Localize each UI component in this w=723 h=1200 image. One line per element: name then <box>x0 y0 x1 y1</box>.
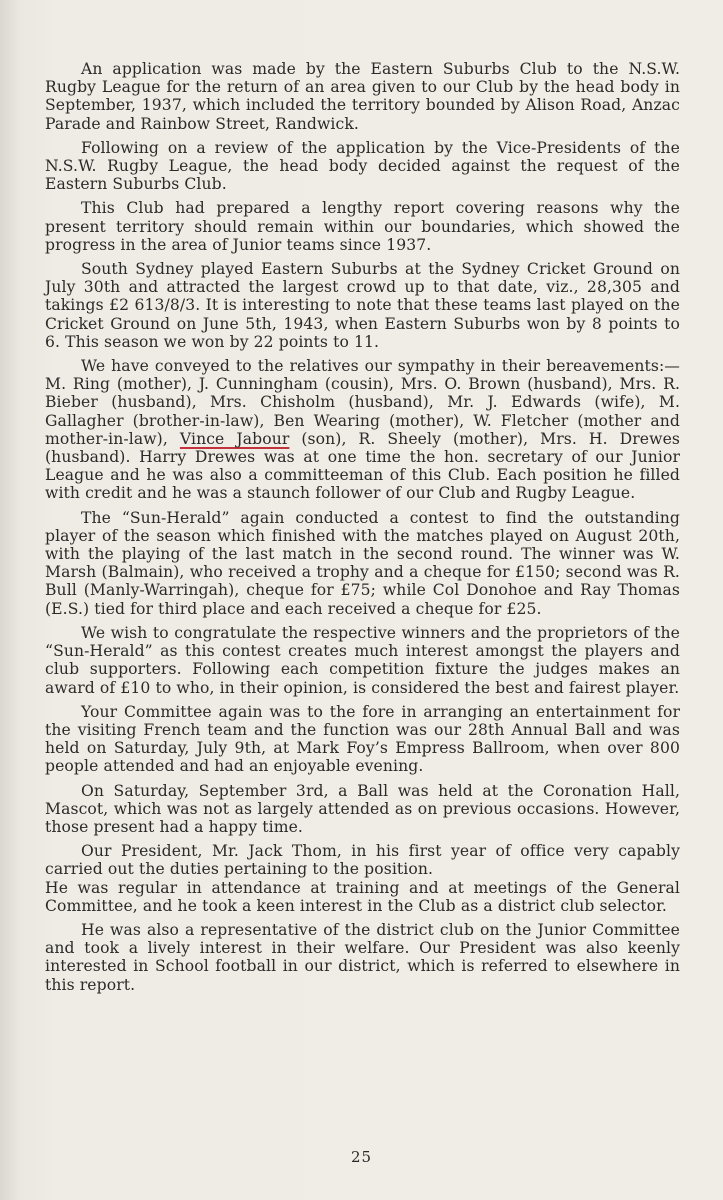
page-number: 25 <box>350 1148 373 1166</box>
paragraph-president: Our President, Mr. Jack Thom, in his first year of office very capably carried out the duties pertaining to the position. <box>45 842 680 879</box>
paragraph-bereavements <box>45 357 680 503</box>
paragraph-application: An application was made by the Eastern Suburbs Club to the N.S.W. Rugby League for the return of an area given to our Club by the head body in September, 1937, which included the territory bounded by Alison Road, Anzac Parade and Rainbow Street, Randwick. <box>45 60 680 133</box>
paragraph-ball: On Saturday, September 3rd, a Ball was held at the Coronation Hall, Mascot, which was not as largely attended as on previous occasions. However, those present had a happy time. <box>45 781 680 836</box>
paragraph-report: This Club had prepared a lengthy report covering reasons why the present territory should remain within our boundaries, which showed the progress in the area of Junior teams since 1937. <box>45 199 680 254</box>
paragraph-match: South Sydney played Eastern Suburbs at the Sydney Cricket Ground on July 30th and attracted the largest crowd up to that date, viz., 28,305 and takings £2 613/8/3. It is interesting to note that these teams last played on the Cricket Ground on June 5th, 1943, when Eastern Suburbs won by 8 points to 6. This season we won by 22 points to 11. <box>45 260 680 351</box>
paragraph-sun-herald-contest: The “Sun-Herald” again conducted a contest to find the outstanding player of the season which finished with the matches played on August 20th, with the playing of the last match in the second round. The winner was W. Marsh (Balmain), who received a trophy and a cheque for £150; second was R. Bull (Manly-Warringah), cheque for £75; while Col Donohoe and Ray Thomas (E.S.) tied for third place and each received a cheque for £25. <box>45 508 680 618</box>
bereavement-text-after: (son), R. Sheely (mother), Mrs. H. Drewes (husband). Harry Drewes was at one time the hon. secretary of our Junior League and he was also a committeeman of this Club. Each position he filled with credit and he was a staunch follower of our Club and Rugby League. <box>45 429 681 503</box>
document-body <box>45 60 680 1000</box>
paragraph-president-continued: He was regular in attendance at training and at meetings of the General Committee, and he took a keen interest in the Club as a district club selector. <box>45 878 680 915</box>
bereavement-text-before: We have conveyed to the relatives our sympathy in their bereavements:—M. Ring (mother), J. Cunningham (cousin), Mrs. O. Brown (husband), Mrs. R. Bieber (husband), Mrs. Chisholm (husband), Mr. J. Edwards (wife), M. Gallagher (brother-in-law), Ben Wearing (mother), W. Fletcher (mother and mother-in-law), <box>45 357 680 448</box>
underlined-name: Vince Jabour <box>179 429 290 448</box>
paragraph-review: Following on a review of the application by the Vice-Presidents of the N.S.W. Rugby League, the head body decided against the request of the Eastern Suburbs Club. <box>45 138 680 194</box>
paragraph-congratulate: We wish to congratulate the respective winners and the proprietors of the “Sun-Herald” as this contest creates much interest amongst the players and club supporters. Following each competition fixture the judges makes an award of £10 to who, in their opinion, is considered the best and fairest player. <box>45 623 680 697</box>
paragraph-entertainment: Your Committee again was to the fore in arranging an entertainment for the visiting French team and the function was our 28th Annual Ball and was held on Saturday, July 9th, at Mark Foy’s Empress Ballroom, when over 800 people attended and had an enjoyable evening. <box>45 702 680 776</box>
paragraph-representative: He was also a representative of the district club on the Junior Committee and took a lively interest in their welfare. Our President was also keenly interested in School football in our district, which is referred to elsewhere in this report. <box>45 920 680 994</box>
